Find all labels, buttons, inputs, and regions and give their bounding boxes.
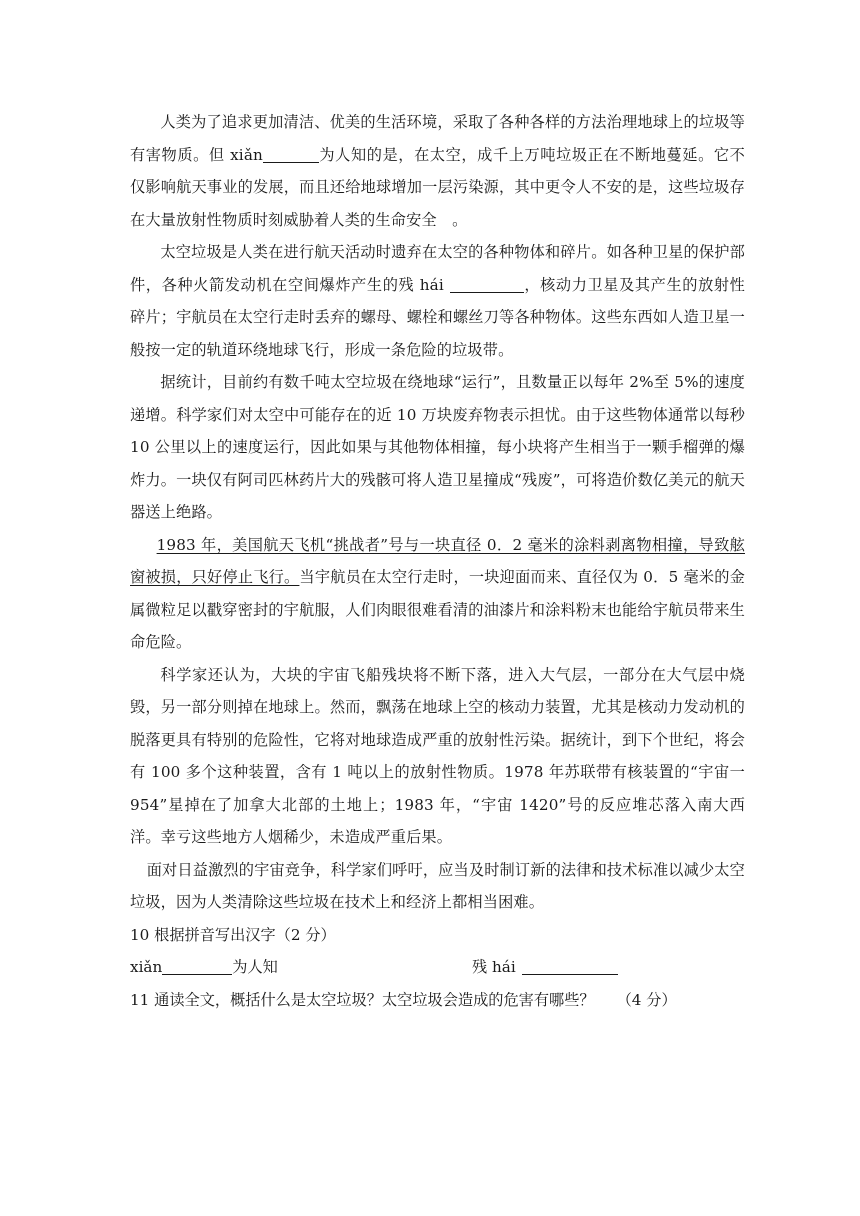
question-10-item-1	[130, 951, 278, 984]
pinyin-label: 残 hái	[472, 958, 516, 976]
question-text: 11 通读全文，概括什么是太空垃圾？太空垃圾会造成的危害有哪些？	[130, 990, 595, 1009]
paragraph-text: ，核动力卫星及其产生的放射性碎片；宇航员在太空行走时丢弃的螺母、螺栓和螺丝刀等各种物体。这些东西如人造卫星一般按一定的轨道环绕地球飞行，形成一条危险的垃圾带。	[130, 275, 745, 359]
question-10-prompt: 10 根据拼音写出汉字（2 分）	[130, 925, 336, 944]
passage-paragraph-2	[130, 236, 745, 366]
paragraph-text: 当宇航员在太空行走时，一块迎面而来、直径仅为 0．5 毫米的金属微粒足以戳穿密封的宇航服，人们肉眼很难看清的油漆片和涂料粉末也能给宇航员带来生命危险。	[130, 568, 745, 651]
paragraph-text: 太空垃圾是人类在进行航天活动时遗弃在太空的各种物体和碎片。如各种卫星的保护部件，各种火箭发动机在空间爆炸产生的残 hái	[130, 243, 745, 294]
fill-blank-xian[interactable]	[263, 146, 319, 162]
question-points: （4 分）	[616, 990, 677, 1009]
item-suffix: 为人知	[232, 958, 278, 976]
answer-blank-1[interactable]	[162, 959, 232, 975]
passage-paragraph-5: 科学家还认为，大块的宇宙飞船残块将不断下落，进入大气层，一部分在大气层中烧毁，另一部分则掉在地球上。然而，飘荡在地球上空的核动力装置，尤其是核动力发动机的脱落更具有特别的危险性，它将对地球造成严重的放射性污染。据统计，到下个世纪，将会有 100 多个这种装置，含有 1 吨以上的放射性物质。1978 年苏联带有核装置的“宇宙一 954”星掉在了加拿大北部的土地上；1983 年，“宇宙 1420”号的反应堆芯落入南大西洋。幸亏这些地方人烟稀少，未造成严重后果。	[130, 665, 745, 846]
underlined-sentence: 1983 年，美国航天飞机“挑战者”号与一块直径 0．2 毫米的涂料剥离物相撞，导致舷窗被损，只好停止飞行。	[130, 535, 745, 586]
question-10-item-2	[472, 951, 618, 984]
paragraph-text: 人类为了追求更加清洁、优美的生活环境，采取了各种各样的方法治理地球上的垃圾等有害物质。但 xiǎn	[130, 113, 745, 164]
passage-paragraph-4	[130, 529, 745, 659]
passage-paragraph-3: 据统计，目前约有数千吨太空垃圾在绕地球“运行”，且数量正以每年 2%至 5%的速度递增。科学家们对太空中可能存在的近 10 万块废弃物表示担忧。由于这些物体通常以每秒 10 公里以上的速度运行，因此如果与其他物体相撞，每小块将产生相当于一颗手榴弹的爆炸力。一块仅有阿司匹林药片大的残骸可将人造卫星撞成“残废”，可将造价数亿美元的航天器送上绝路。	[130, 373, 745, 521]
passage-paragraph-1	[130, 106, 745, 236]
document-page	[130, 106, 745, 1016]
paragraph-text: 为人知的是，在太空，成千上万吨垃圾正在不断地蔓延。它不仅影响航天事业的发展，而且还给地球增加一层污染源，其中更令人不安的是，这些垃圾存在大量放射性物质时刻威胁着人类的生命安全 。	[130, 145, 745, 229]
question-10-answer-row	[130, 951, 745, 984]
fill-blank-hai[interactable]	[450, 276, 524, 292]
question-11-prompt	[130, 984, 745, 1017]
answer-blank-2[interactable]	[522, 959, 618, 975]
passage-paragraph-6: 面对日益激烈的宇宙竞争，科学家们呼吁，应当及时制订新的法律和技术标准以减少太空垃圾，因为人类清除这些垃圾在技术上和经济上都相当困难。	[130, 860, 745, 911]
pinyin-label: xiǎn	[130, 958, 163, 976]
